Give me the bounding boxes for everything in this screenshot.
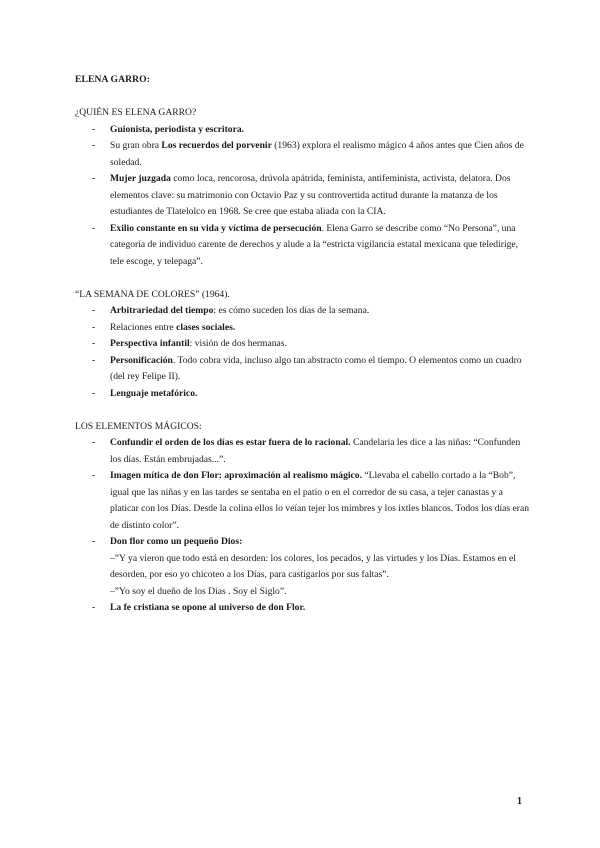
list-item: - Confundir el orden de los días es estar fuera de lo racional. Candelaria les dice a las niñas: “Confunden los días. Están embrujadas...”. <box>75 435 530 468</box>
document-title: ELENA GARRO: <box>75 74 151 85</box>
list-item: - Imagen mítica de don Flor: aproximación al realismo mágico. “Llevaba el cabello cortado a la “Bob”, igual que las niñas y en las tardes se sentaba en el patio o en el corredor de su casa, a tejer canastas y a platicar con los Días. Desde la colina ellos lo veían tejer los mimbres y los ixtles blancos. Todos los días eran de distinto color”. <box>75 468 530 534</box>
page-number: 1 <box>517 796 522 807</box>
list-item: - Don flor como un pequeño Dios: –”Y ya vieron que todo está en desorden: los colores, los pecados, y las virtudes y los Días. Estamos en el desorden, por eso yo chicoteo a los Días, para castigarlos por sus faltas”. –”Yo soy el dueño de los Días . Soy el Siglo”. <box>75 534 530 600</box>
list-item: - Perspectiva infantil: visión de dos hermanas. <box>75 336 530 353</box>
section-quien-es <box>75 105 530 270</box>
quote: –”Y ya vieron que todo está en desorden: los colores, los pecados, y las virtudes y los Días. Estamos en el desorden, por eso yo chicoteo a los Días, para castigarlos por sus faltas”. <box>110 552 516 580</box>
list-item: - Relaciones entre clases sociales. <box>75 320 530 337</box>
list-item: - La fe cristiana se opone al universo de don Flor. <box>75 600 530 617</box>
list-item: - Exilio constante en su vida y víctima de persecución. Elena Garro se describe como “No Persona”, una categoría de individuo carente de derechos y alude a la “estricta vigilancia estatal mexicana que teledirige, tele escoge, y telepaga”. <box>75 221 530 271</box>
quote: –”Yo soy el dueño de los Días . Soy el Siglo”. <box>110 585 287 597</box>
list-item: - Personificación. Todo cobra vida, incluso algo tan abstracto como el tiempo. O elementos como un cuadro (del rey Felipe II). <box>75 353 530 386</box>
section-elementos-magicos <box>75 419 530 617</box>
section-heading: ¿QUIÉN ES ELENA GARRO? <box>75 107 197 118</box>
list-item: - Guionista, periodista y escritora. <box>75 122 530 139</box>
list-item: - Mujer juzgada como loca, rencorosa, drúvola apátrida, feminista, antifeminista, activista, delatora. Dos elementos clave: su matrimonio con Octavio Paz y su controvertida actitud durante la matanza de los estudiantes de Tlatelolco en 1968. Se cree que estaba aliada con la CIA. <box>75 171 530 221</box>
section-heading: “LA SEMANA DE COLORES” (1964). <box>75 288 230 300</box>
section-heading: LOS ELEMENTOS MÁGICOS: <box>75 420 202 432</box>
list-item: - Arbitrariedad del tiempo: es cómo suceden los días de la semana. <box>75 303 530 320</box>
document-page <box>75 72 530 617</box>
list-item: - Lenguaje metafórico. <box>75 386 530 403</box>
list-item: - Su gran obra Los recuerdos del porvenir (1963) explora el realismo mágico 4 años antes que Cien años de soledad. <box>75 138 530 171</box>
section-semana-de-colores <box>75 287 530 403</box>
